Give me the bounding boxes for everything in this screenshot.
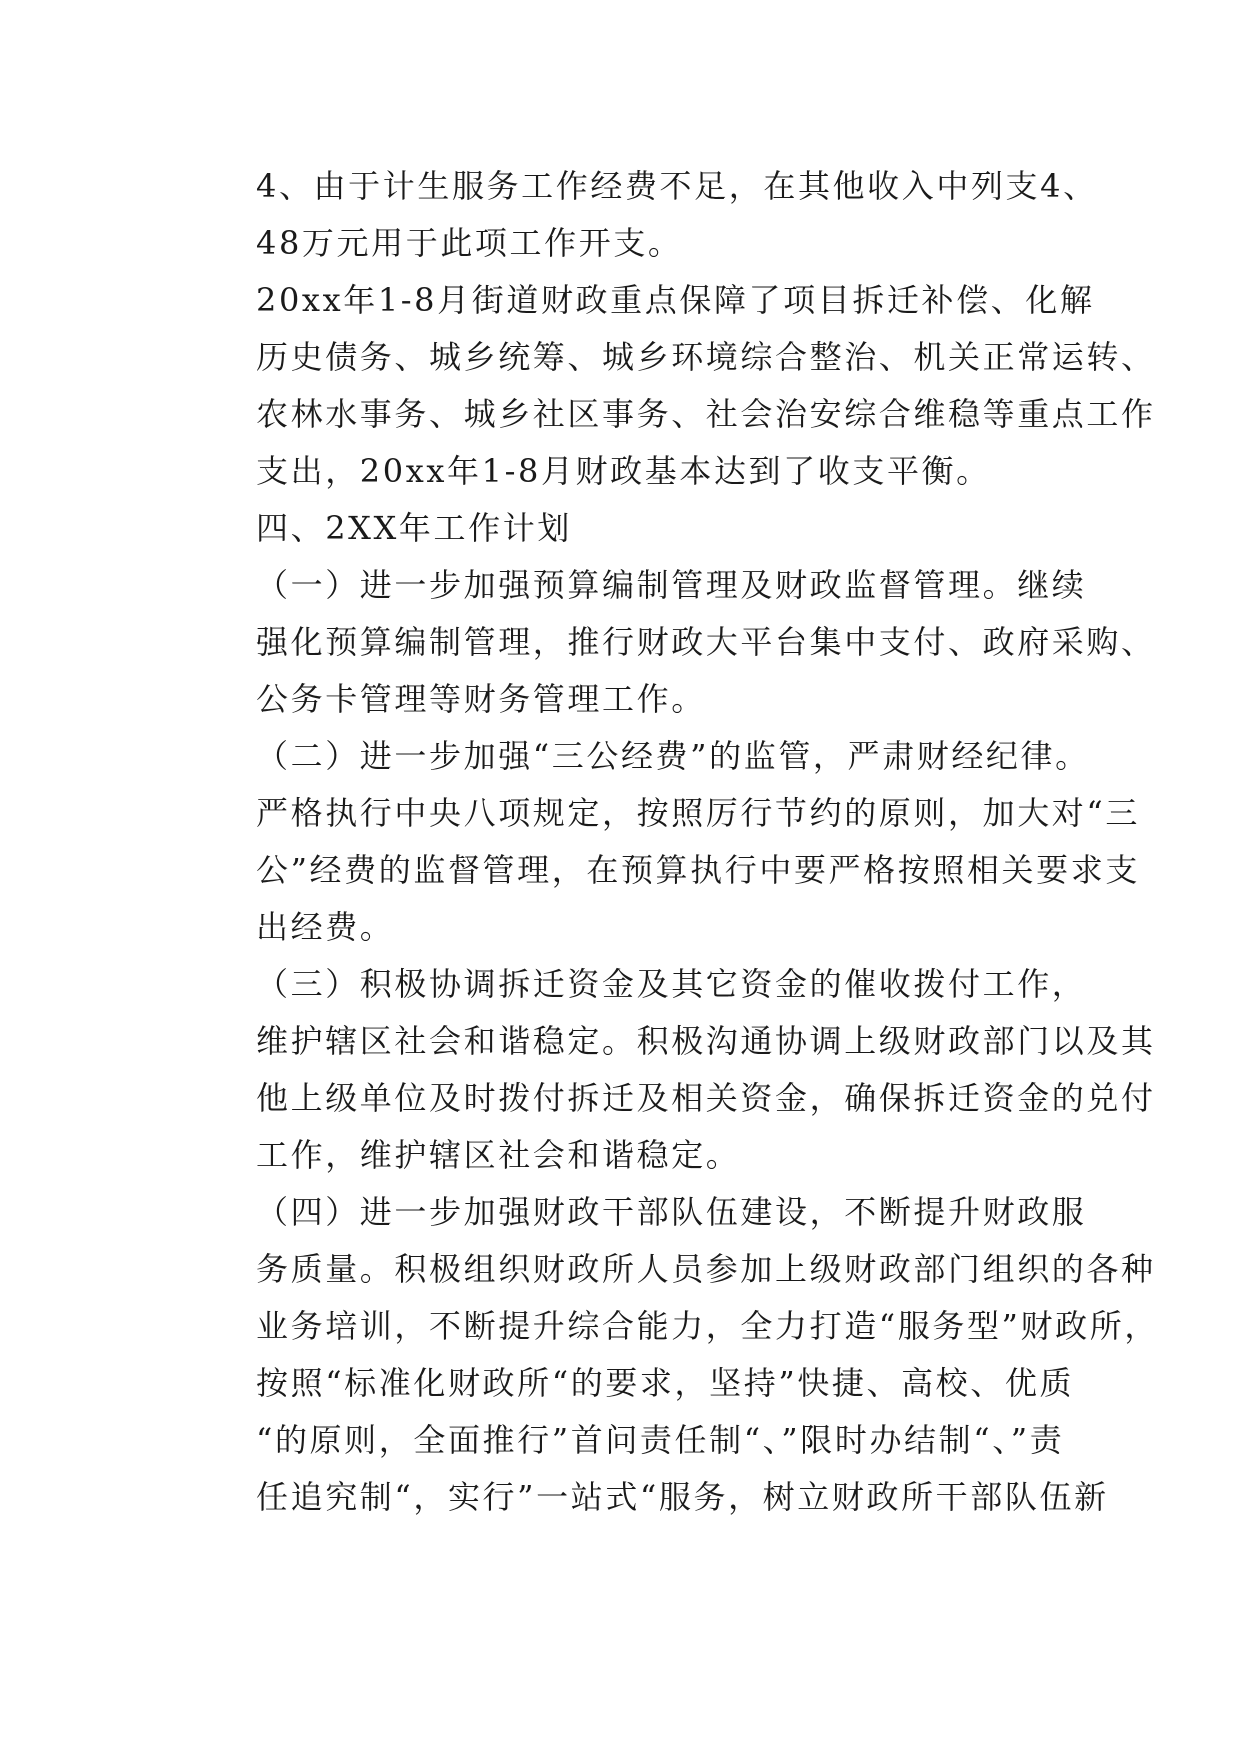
document-body bbox=[190, 158, 1159, 1526]
text-line: 强化预算编制管理，推行财政大平台集中支付、政府采购、 bbox=[256, 623, 1156, 661]
text-line: 公务卡管理等财务管理工作。 bbox=[256, 680, 706, 718]
text-line: 按照“标准化财政所“的要求，坚持”快捷、高校、优质 bbox=[256, 1364, 1075, 1402]
text-line: 公”经费的监督管理，在预算执行中要严格按照相关要求支 bbox=[256, 851, 1140, 889]
text-line: 历史债务、城乡统筹、城乡环境综合整治、机关正常运转、 bbox=[256, 338, 1156, 376]
text-line: 四、2XX年工作计划 bbox=[256, 509, 572, 547]
text-line: 严格执行中央八项规定，按照厉行节约的原则，加大对“三 bbox=[256, 794, 1140, 832]
text-line: 他上级单位及时拨付拆迁及相关资金，确保拆迁资金的兑付 bbox=[256, 1079, 1156, 1117]
text-line: （四）进一步加强财政干部队伍建设，不断提升财政服 bbox=[256, 1193, 1087, 1231]
text-line: 4、由于计生服务工作经费不足，在其他收入中列支4、 bbox=[256, 167, 1098, 205]
paragraph-plan-3 bbox=[190, 956, 1156, 1184]
text-line: 工作，维护辖区社会和谐稳定。 bbox=[256, 1136, 741, 1174]
text-line: 20xx年1-8月街道财政重点保障了项目拆迁补偿、化解 bbox=[256, 281, 1095, 319]
paragraph-plan-2 bbox=[190, 728, 1140, 956]
paragraph-plan-1 bbox=[190, 557, 1156, 728]
text-line: （二）进一步加强“三公经费”的监管，严肃财经纪律。 bbox=[256, 737, 1090, 775]
paragraph-plan-4 bbox=[190, 1184, 1159, 1526]
text-line: 维护辖区社会和谐稳定。积极沟通协调上级财政部门以及其 bbox=[256, 1022, 1156, 1060]
text-line: “的原则，全面推行”首问责任制“、”限时办结制“、”责 bbox=[256, 1421, 1065, 1459]
text-line: 出经费。 bbox=[256, 908, 395, 946]
text-line: 48万元用于此项工作开支。 bbox=[256, 224, 683, 262]
text-line: 农林水事务、城乡社区事务、社会治安综合维稳等重点工作 bbox=[256, 395, 1156, 433]
text-line: （三）积极协调拆迁资金及其它资金的催收拨付工作， bbox=[256, 965, 1087, 1003]
section-heading-work-plan bbox=[190, 500, 1050, 557]
text-line: 业务培训，不断提升综合能力，全力打造“服务型”财政所， bbox=[256, 1307, 1159, 1345]
paragraph-budget-summary bbox=[190, 272, 1156, 500]
paragraph-item-4 bbox=[190, 158, 1098, 272]
text-line: 务质量。积极组织财政所人员参加上级财政部门组织的各种 bbox=[256, 1250, 1156, 1288]
text-line: （一）进一步加强预算编制管理及财政监督管理。继续 bbox=[256, 566, 1087, 604]
text-line: 任追究制“，实行”一站式“服务，树立财政所干部队伍新 bbox=[256, 1478, 1109, 1516]
text-line: 支出，20xx年1-8月财政基本达到了收支平衡。 bbox=[256, 452, 991, 490]
